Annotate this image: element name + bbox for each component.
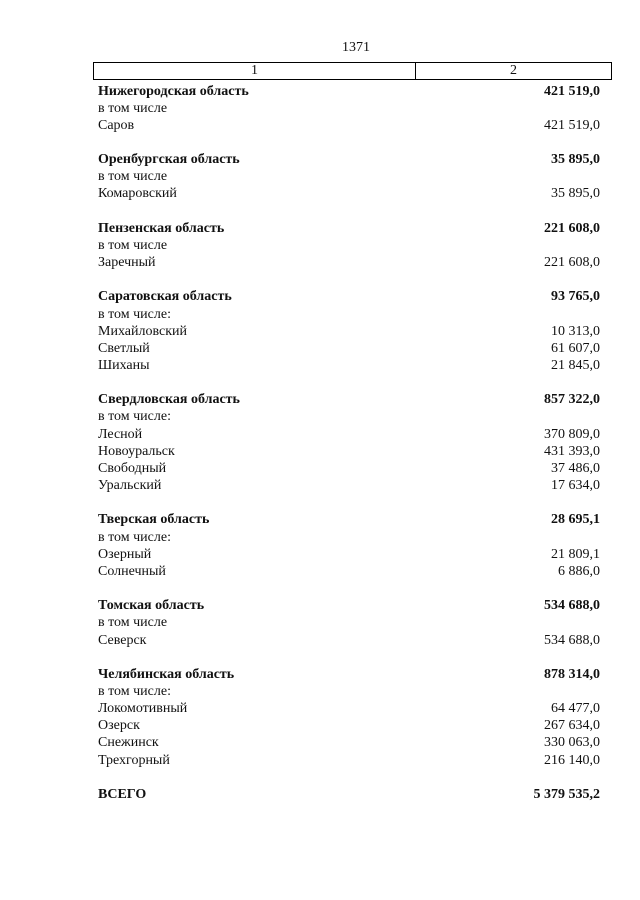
including-row <box>98 683 600 700</box>
including-label: в том числе <box>98 169 168 185</box>
region-heading-row <box>98 151 600 168</box>
including-row <box>98 529 600 546</box>
group-spacer <box>98 374 600 391</box>
city-value: 267 634,0 <box>544 718 600 734</box>
region-heading-row <box>98 666 600 683</box>
city-name: Заречный <box>98 255 156 271</box>
table-header <box>93 62 612 80</box>
including-label: в том числе <box>98 615 168 631</box>
city-name: Михайловский <box>98 323 187 339</box>
region-total: 534 688,0 <box>544 598 600 614</box>
city-value: 37 486,0 <box>551 460 600 476</box>
city-row <box>98 254 600 271</box>
city-row <box>98 717 600 734</box>
region-total: 878 314,0 <box>544 666 600 682</box>
group-spacer <box>98 649 600 666</box>
city-name: Трехгорный <box>98 752 170 768</box>
including-label: в том числе: <box>98 529 171 545</box>
city-value: 370 809,0 <box>544 426 600 442</box>
city-value: 6 886,0 <box>558 563 600 579</box>
grand-total-label: ВСЕГО <box>98 786 147 802</box>
city-row <box>98 185 600 202</box>
table-header-col-2: 2 <box>510 63 517 78</box>
city-row <box>98 546 600 563</box>
city-row <box>98 752 600 769</box>
city-value: 64 477,0 <box>551 701 600 717</box>
city-name: Новоуральск <box>98 443 175 459</box>
group-spacer <box>98 134 600 151</box>
city-value: 17 634,0 <box>551 478 600 494</box>
city-row <box>98 700 600 717</box>
city-value: 61 607,0 <box>551 340 600 356</box>
page-number: 1371 <box>342 40 370 55</box>
city-name: Саров <box>98 117 135 133</box>
region-heading-row <box>98 220 600 237</box>
city-row <box>98 734 600 751</box>
region-name: Свердловская область <box>98 392 240 408</box>
city-value: 21 845,0 <box>551 358 600 373</box>
allocation-table-body <box>98 83 600 804</box>
city-row <box>98 323 600 340</box>
city-name: Свободный <box>98 460 167 476</box>
city-name: Комаровский <box>98 186 177 202</box>
city-name: Шиханы <box>98 358 150 373</box>
region-total: 221 608,0 <box>544 220 600 236</box>
city-value: 421 519,0 <box>544 117 600 133</box>
group-spacer <box>98 769 600 786</box>
including-label: в том числе <box>98 237 168 253</box>
region-name: Томская область <box>98 598 205 614</box>
city-value: 330 063,0 <box>544 735 600 751</box>
city-value: 10 313,0 <box>551 323 600 339</box>
table-header-col-1: 1 <box>94 63 416 79</box>
city-row <box>98 460 600 477</box>
including-row <box>98 306 600 323</box>
city-name: Северск <box>98 632 147 648</box>
city-name: Снежинск <box>98 735 159 751</box>
region-name: Оренбургская область <box>98 152 240 168</box>
city-name: Озерск <box>98 718 140 734</box>
city-row <box>98 426 600 443</box>
city-row <box>98 477 600 494</box>
city-name: Светлый <box>98 340 150 356</box>
city-name: Лесной <box>98 426 143 442</box>
city-value: 21 809,1 <box>551 546 600 562</box>
region-heading-row <box>98 597 600 614</box>
region-total: 421 519,0 <box>544 83 600 99</box>
city-row <box>98 357 600 374</box>
including-row <box>98 168 600 185</box>
including-label: в том числе: <box>98 306 171 322</box>
city-row <box>98 443 600 460</box>
city-row <box>98 340 600 357</box>
region-heading-row <box>98 288 600 305</box>
city-value: 221 608,0 <box>544 255 600 271</box>
grand-total-row <box>98 786 600 803</box>
region-heading-row <box>98 83 600 100</box>
city-name: Локомотивный <box>98 701 188 717</box>
city-row <box>98 563 600 580</box>
city-name: Солнечный <box>98 563 166 579</box>
city-row <box>98 632 600 649</box>
including-row <box>98 408 600 425</box>
including-row <box>98 237 600 254</box>
city-row <box>98 117 600 134</box>
grand-total-value: 5 379 535,2 <box>533 786 600 802</box>
region-name: Нижегородская область <box>98 83 249 99</box>
group-spacer <box>98 494 600 511</box>
city-name: Уральский <box>98 478 162 494</box>
region-total: 35 895,0 <box>551 152 600 168</box>
region-heading-row <box>98 391 600 408</box>
group-spacer <box>98 203 600 220</box>
region-total: 93 765,0 <box>551 289 600 305</box>
region-name: Саратовская область <box>98 289 232 305</box>
including-label: в том числе: <box>98 683 171 699</box>
including-row <box>98 100 600 117</box>
city-value: 534 688,0 <box>544 632 600 648</box>
group-spacer <box>98 580 600 597</box>
city-value: 35 895,0 <box>551 186 600 202</box>
city-value: 216 140,0 <box>544 752 600 768</box>
region-total: 28 695,1 <box>551 512 600 528</box>
region-name: Пензенская область <box>98 220 225 236</box>
including-label: в том числе: <box>98 409 171 425</box>
region-name: Тверская область <box>98 512 210 528</box>
region-heading-row <box>98 511 600 528</box>
group-spacer <box>98 271 600 288</box>
city-name: Озерный <box>98 546 152 562</box>
region-total: 857 322,0 <box>544 392 600 408</box>
including-label: в том числе <box>98 100 168 116</box>
city-value: 431 393,0 <box>544 443 600 459</box>
including-row <box>98 614 600 631</box>
region-name: Челябинская область <box>98 666 235 682</box>
